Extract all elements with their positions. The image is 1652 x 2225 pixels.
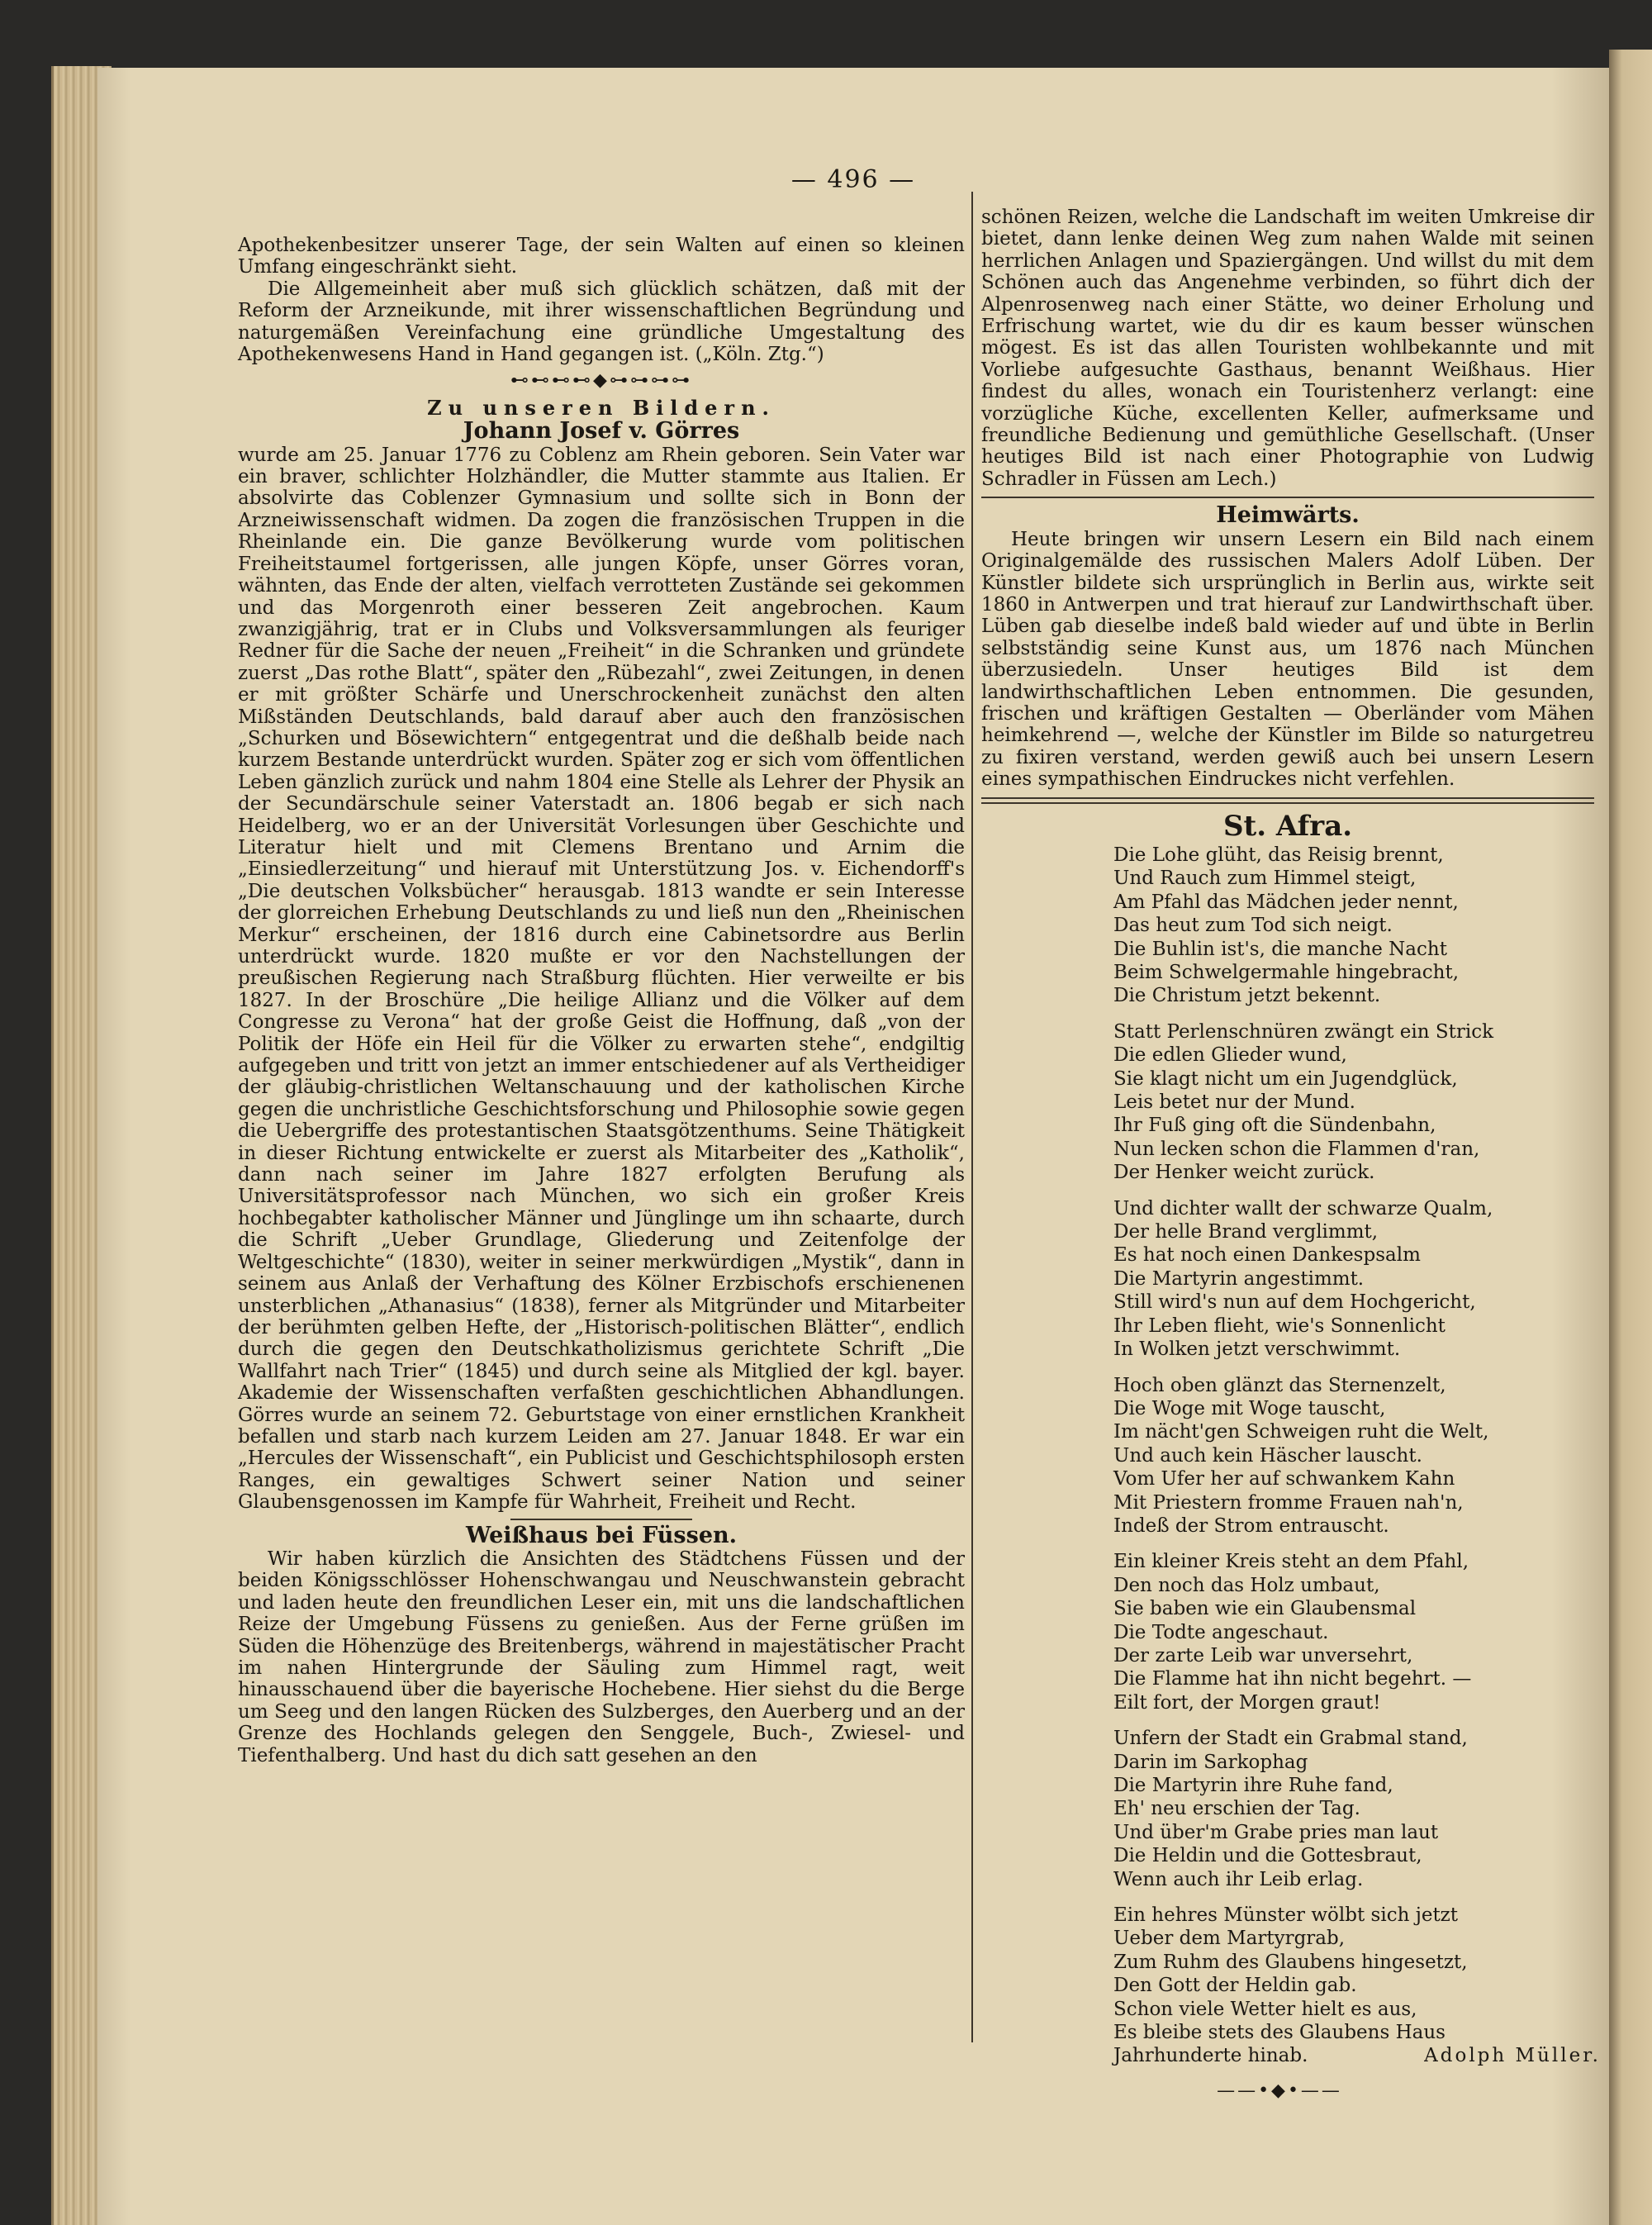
poem-line: Und Rauch zum Himmel steigt, [1113, 868, 1417, 890]
poem-stanza [1113, 1550, 1594, 1714]
column-divider [971, 192, 973, 2042]
ornament-divider: ⊷⊷⊷⊷◆⊶⊶⊶⊶ [510, 370, 692, 392]
article-body-weisshaus-cont: schönen Reizen, welche die Landschaft im weiten Umkreise dir bietet, dann lenke deinen Weg zum nahen Walde mit seinen herrlichen Anlagen und Spaziergängen. Und willst du mit dem Schönen auch das Angenehme verbinden, so führt dich der Alpenrosenweg nach einer Stätte, wo deiner Erholung und Erfrischung wartet, wie du dir es kaum besser wünschen mögest. Es ist das allen Touristen wohlbekannte und mit Vorliebe aufgesuchte Gasthaus, benannt Weißhaus. Hier findest du alles, wonach ein Touristenherz verlangt: eine vorzügliche Küche, excellenten Keller, aufmerksame und freundliche Bedienung und gemüthliche Gesellschaft. (Unser heutiges Bild ist nach einer Photographie von Ludwig Schradler in Füssen am Lech.) [981, 207, 1594, 490]
article-heading-goerres: Johann Josef v. Görres [463, 418, 740, 445]
poem-line: Der zarte Leib war unversehrt, [1113, 1644, 1413, 1666]
poem-stanzas [1113, 844, 1594, 1891]
poem-line: Die Martyrin angestimmt. [1113, 1267, 1365, 1290]
section-title: Zu unseren Bildern. [427, 395, 776, 420]
poem-line: Sie klagt nicht um ein Jugendglück, [1113, 1067, 1458, 1090]
poem-stanza [1113, 844, 1594, 1008]
poem [1113, 844, 1601, 2068]
poem-line: Die Lohe glüht, das Reisig brennt, [1113, 844, 1444, 866]
poem-line: Die Flamme hat ihn nicht begehrt. — [1113, 1668, 1472, 1690]
poem-line: Es hat noch einen Dankespsalm [1113, 1244, 1421, 1267]
poem-line: Die Martyrin ihre Ruhe fand, [1113, 1775, 1393, 1796]
poem-stanza [1113, 1374, 1594, 1538]
book-page [97, 68, 1609, 2225]
end-ornament: ——•◆•—— [1217, 2080, 1342, 2101]
poem-line: Hoch oben glänzt das Sternenzelt, [1113, 1374, 1446, 1396]
poem-line: Und dichter wallt der schwarze Qualm, [1113, 1197, 1493, 1219]
continued-paragraph: Apothekenbesitzer unserer Tage, der sein Walten auf einen so kleinen Umfang eingeschränkt sieht. [238, 235, 965, 278]
poem-line: Schon viele Wetter hielt es aus, [1113, 1998, 1417, 2020]
right-column [981, 207, 1601, 2107]
poem-line: Ueber dem Martyrgrab, [1113, 1928, 1346, 1950]
poem-line: Vom Ufer her auf schwankem Kahn [1113, 1468, 1455, 1490]
article-body-heimwaerts: Heute bringen wir unsern Lesern ein Bild nach einem Originalgemälde des russischen Malers Adolf Lüben. Der Künstler bildete sich ursprünglich in Berlin aus, wirkte seit 1860 in Antwerpen und trat hierauf zur Landwirthschaft über. Lüben gab dieselbe indeß bald wieder auf und übte in Berlin selbstständig seine Kunst aus, um 1876 nach München überzusiedeln. Unser heutiges Bild ist dem landwirthschaftlichen Leben entnommen. Die gesunden, frischen und kräftigen Gestalten — Oberländer vom Mähen heimkehrend —, welche der Künstler im Bilde so naturgetreu zu fixiren verstand, werden gewiß auch bei unsern Lesern eines sympathischen Eindruckes nicht verfehlen. [981, 528, 1594, 791]
poem-line: Und über'm Grabe pries man laut [1113, 1821, 1439, 1843]
poem-stanza [1113, 1020, 1594, 1185]
poem-line: Nun lecken schon die Flammen d'ran, [1113, 1138, 1480, 1160]
poem-stanza-final [1113, 1904, 1601, 2068]
separator-rule [981, 797, 1594, 799]
poem-line: Ihr Leben flieht, wie's Sonnenlicht [1113, 1315, 1446, 1337]
poem-line: Eilt fort, der Morgen graut! [1113, 1691, 1381, 1714]
poem-stanza [1113, 1197, 1594, 1362]
poem-line: Den Gott der Heldin gab. [1113, 1975, 1357, 1997]
article-heading-heimwaerts: Heimwärts. [1216, 502, 1360, 529]
poem-line: Eh' neu erschien der Tag. [1113, 1798, 1360, 1820]
poem-signature-row [1113, 2044, 1601, 2067]
author-signature: Adolph Müller. [1424, 2045, 1601, 2067]
poem-line: Die Buhlin ist's, die manche Nacht [1113, 938, 1447, 960]
poem-line: Es bleibe stets des Glaubens Haus [1113, 2022, 1446, 2044]
poem-line: Die Christum jetzt bekennt. [1113, 985, 1381, 1007]
poem-line: Und auch kein Häscher lauscht. [1113, 1444, 1422, 1467]
separator-rule [981, 802, 1594, 804]
poem-stanza [1113, 1727, 1594, 1891]
poem-line: Beim Schwelgermahle hingebracht, [1113, 962, 1460, 983]
poem-line: Die Heldin und die Gottesbraut, [1113, 1845, 1422, 1867]
poem-final-lines [1113, 1904, 1594, 2044]
paragraph: Die Allgemeinheit aber muß sich glücklich schätzen, daß mit der Reform der Arzneikunde, mit ihrer wissenschaftlichen Begründung und naturgemäßen Vereinfachung eine gründliche Umgestaltung des Apothekenwesens Hand in Hand gegangen ist. („Köln. Ztg.“) [238, 278, 965, 366]
poem-line: Jahrhunderte hinab. [1113, 2045, 1308, 2067]
poem-line: Das heut zum Tod sich neigt. [1113, 915, 1393, 937]
separator-rule [510, 1519, 692, 1520]
poem-line: Wenn auch ihr Leib erlag. [1113, 1868, 1364, 1890]
poem-line: Zum Ruhm des Glaubens hingesetzt, [1113, 1951, 1468, 1973]
poem-line: Am Pfahl das Mädchen jeder nennt, [1113, 891, 1459, 913]
poem-line: Die Todte angeschaut. [1113, 1621, 1329, 1643]
poem-line: Unfern der Stadt ein Grabmal stand, [1113, 1728, 1468, 1750]
poem-line: Den noch das Holz umbaut, [1113, 1574, 1380, 1596]
poem-line: Leis betet nur der Mund. [1113, 1091, 1355, 1114]
poem-title: St. Afra. [1222, 809, 1353, 843]
separator-rule [981, 497, 1594, 498]
poem-line: Darin im Sarkophag [1113, 1751, 1308, 1773]
poem-line: Ein hehres Münster wölbt sich jetzt [1113, 1904, 1459, 1927]
poem-line: Statt Perlenschnüren zwängt ein Strick [1113, 1020, 1494, 1043]
poem-line: In Wolken jetzt verschwimmt. [1113, 1338, 1401, 1361]
article-heading-weisshaus: Weißhaus bei Füssen. [465, 1522, 738, 1548]
poem-line: Die Woge mit Woge tauscht, [1113, 1397, 1386, 1419]
poem-line: Mit Priestern fromme Frauen nah'n, [1113, 1491, 1464, 1514]
next-page-edge [1609, 50, 1652, 2225]
poem-line: Die edlen Glieder wund, [1113, 1044, 1347, 1067]
page-number: — 496 — [790, 165, 916, 194]
poem-line: Sie baben wie ein Glaubensmal [1113, 1598, 1417, 1620]
article-body-weisshaus: Wir haben kürzlich die Ansichten des Städtchens Füssen und der beiden Königsschlösser Hohenschwangau und Neuschwanstein gebracht und laden heute den freundlichen Leser ein, mit uns die landschaftlichen Reize der Umgebung Füssens zu genießen. Aus der Ferne grüßen im Süden die Höhenzüge des Breitenbergs, während in majestätischer Pracht im nahen Hintergrunde der Säuling zum Himmel ragt, weit hinausschauend über die bayerische Hochebene. Hier siehst du die Berge um Seeg und den langen Rücken des Sulzberges, den Auerberg und an der Grenze des Hochlands gelegen den Senggele, Buch-, Zwiesel- und Tiefenthalberg. Und hast du dich satt gesehen an den [238, 1548, 965, 1766]
poem-line: Indeß der Strom entrauscht. [1113, 1514, 1389, 1537]
poem-line: Still wird's nun auf dem Hochgericht, [1113, 1291, 1476, 1314]
poem-line: Ein kleiner Kreis steht an dem Pfahl, [1113, 1551, 1469, 1573]
article-body-goerres: wurde am 25. Januar 1776 zu Coblenz am Rhein geboren. Sein Vater war ein braver, schlichter Holzhändler, die Mutter stammte aus Italien. Er absolvirte das Coblenzer Gymnasium und sollte sich in Bonn der Arzneiwissenschaft widmen. Da zogen die französischen Truppen in die Rheinlande ein. Die ganze Bevölkerung wurde vom politischen Freiheitstaumel fortgerissen, alle jungen Köpfe, unser Görres voran, wähnten, das Ende der alten, vielfach verrotteten Zustände sei gekommen und das Morgenroth einer besseren Zeit angebrochen. Kaum zwanzigjährig, trat er in Clubs und Volksversammlungen als feuriger Redner für die Sache der neuen „Freiheit“ in die Schranken und gründete zuerst „Das rothe Blatt“, später den „Rübezahl“, zwei Zeitungen, in denen er mit größter Schärfe und Unerschrockenheit zunächst den alten Mißständen Deutschlands, bald darauf aber auch den französischen „Schurken und Bösewichtern“ entgegentrat und die deßhalb beide nach kurzem Bestande unterdrückt wurden. Später zog er sich vom öffentlichen Leben gänzlich zurück und nahm 1804 eine Stelle als Lehrer der Physik an der Secundärschule seiner Vaterstadt an. 1806 begab er sich nach Heidelberg, wo er an der Universität Vorlesungen über Geschichte und Literatur hielt und mit Clemens Brentano und Arnim die „Einsiedlerzeitung“ und hierauf mit Unterstützung Jos. v. Eichendorff's „Die deutschen Volksbücher“ herausgab. 1813 wandte er sein Interesse der glorreichen Erhebung Deutschlands zu und ließ nun den „Rheinischen Merkur“ erscheinen, der 1816 durch eine Cabinetsordre aus Berlin unterdrückt wurde. 1820 mußte er vor den Nachstellungen der preußischen Regierung nach Straßburg flüchten. Hier verweilte er bis 1827. In der Broschüre „Die heilige Allianz und die Völker auf dem Congresse zu Verona“ hat der große Geist die Hoffnung, daß „von der Politik der Höfe ein Heil für die Völker zu erwarten stehe“, endgiltig aufgegeben und tritt von jetzt an immer entschiedener auf als Vertheidiger der gläubig-christlichen Weltanschauung und der katholischen Kirche gegen die unchristliche Geschichtsforschung und Philosophie sowie gegen die Uebergriffe des protestantischen Staatsgötzenthums. Seine Thätigkeit in dieser Richtung entwickelte er zuerst als Mitarbeiter des „Katholik“, dann nach seiner im Jahre 1827 erfolgten Berufung als Universitätsprofessor nach München, wo sich ein großer Kreis hochbegabter katholischer Männer und Jünglinge um ihn schaarte, durch die Schrift „Ueber Grundlage, Gliederung und Zeitenfolge der Weltgeschichte“ (1830), weiter in seiner merkwürdigen „Mystik“, dann in seinem aus Anlaß der Verhaftung des Kölner Erzbischofs erschienenen unsterblichen „Athanasius“ (1838), ferner als Mitgründer und Mitarbeiter der berühmten gelben Hefte, der „Historisch-politischen Blätter“, endlich durch die gegen den Deutschkatholizismus gerichtete Schrift „Die Wallfahrt nach Trier“ (1845) und durch seine als Mitglied der kgl. bayer. Akademie der Wissenschaften verfaßten geschichtlichen Abhandlungen. Görres wurde an seinem 72. Geburtstage von einer ernstlichen Krankheit befallen und starb nach kurzem Leiden am 27. Januar 1848. Er war ein „Hercules der Wissenschaft“, ein Publicist und Geschichtsphilosoph ersten Ranges, ein gewaltiges Schwert seiner Nation und seiner Glaubensgenossen im Kampfe für Wahrheit, Freiheit und Recht. [238, 444, 965, 1514]
poem-line: Ihr Fuß ging oft die Sündenbahn, [1113, 1115, 1436, 1137]
poem-line: Der Henker weicht zurück. [1113, 1162, 1375, 1184]
left-column [238, 235, 965, 1766]
poem-line: Der helle Brand verglimmt, [1113, 1221, 1379, 1243]
poem-line: Im nächt'gen Schweigen ruht die Welt, [1113, 1421, 1489, 1443]
